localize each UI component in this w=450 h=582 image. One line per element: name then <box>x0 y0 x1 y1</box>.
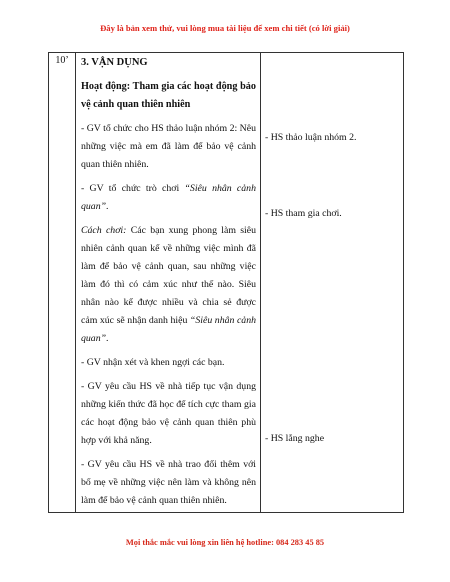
step-2-text: - GV tổ chức trò chơi <box>81 183 185 194</box>
award-title: “Siêu nhân cảnh quan” <box>81 315 256 344</box>
step-2-end: . <box>106 201 109 212</box>
table-row <box>49 53 404 513</box>
game-name: “Siêu nhân cảnh quan” <box>81 183 256 212</box>
teacher-activity-cell <box>76 53 261 513</box>
student-activity-cell <box>261 53 404 513</box>
rules-text: Các bạn xung phong làm siêu nhiên cảnh quan kể về những việc mình đã làm để bảo vệ cảnh quan, sau những việc làm đó thì có cảm xúc như thế nào. Siêu nhân nào kể được nhiều và chia sẻ được cảm xúc sẽ nhận danh hiệu <box>81 225 256 326</box>
time-cell <box>49 53 76 513</box>
teacher-step-2 <box>81 180 256 216</box>
rules-end: . <box>106 333 109 344</box>
game-rules <box>81 222 256 348</box>
student-response-3: - HS lắng nghe <box>265 433 325 444</box>
preview-notice-banner: Đây là bản xem thử, vui lòng mua tài liệu để xem chi tiết (có lời giải) <box>100 23 350 33</box>
student-response-2: - HS tham gia chơi. <box>265 208 342 219</box>
teacher-step-4: - GV nhận xét và khen ngợi các bạn. <box>81 357 225 368</box>
activity-title: Hoạt động: Tham gia các hoạt động bảo vệ cảnh quan thiên nhiên <box>81 81 256 110</box>
student-response-1: - HS thảo luận nhóm 2. <box>265 132 357 143</box>
teacher-step-5: - GV yêu cầu HS về nhà tiếp tục vận dụng những kiến thức đã học để tích cực tham gia các hoạt động bảo vệ cảnh quan thiên phù hợp với khả năng. <box>81 381 256 446</box>
section-heading: 3. VẬN DỤNG <box>81 57 148 68</box>
lesson-plan-table <box>48 52 404 513</box>
teacher-step-1: - GV tổ chức cho HS thảo luận nhóm 2: Nêu những việc mà em đã làm để bảo vệ cảnh quan thiên nhiên. <box>81 123 256 170</box>
teacher-step-6: - GV yêu cầu HS về nhà trao đổi thêm với bố mẹ về những việc nên làm và không nên làm để bảo vệ cảnh quan thiên nhiên. <box>81 459 256 506</box>
duration-label: 10’ <box>55 55 69 66</box>
rules-label: Cách chơi: <box>81 225 127 236</box>
hotline-banner: Mọi thắc mắc vui lòng xin liên hệ hotline: 084 283 45 85 <box>125 538 325 547</box>
